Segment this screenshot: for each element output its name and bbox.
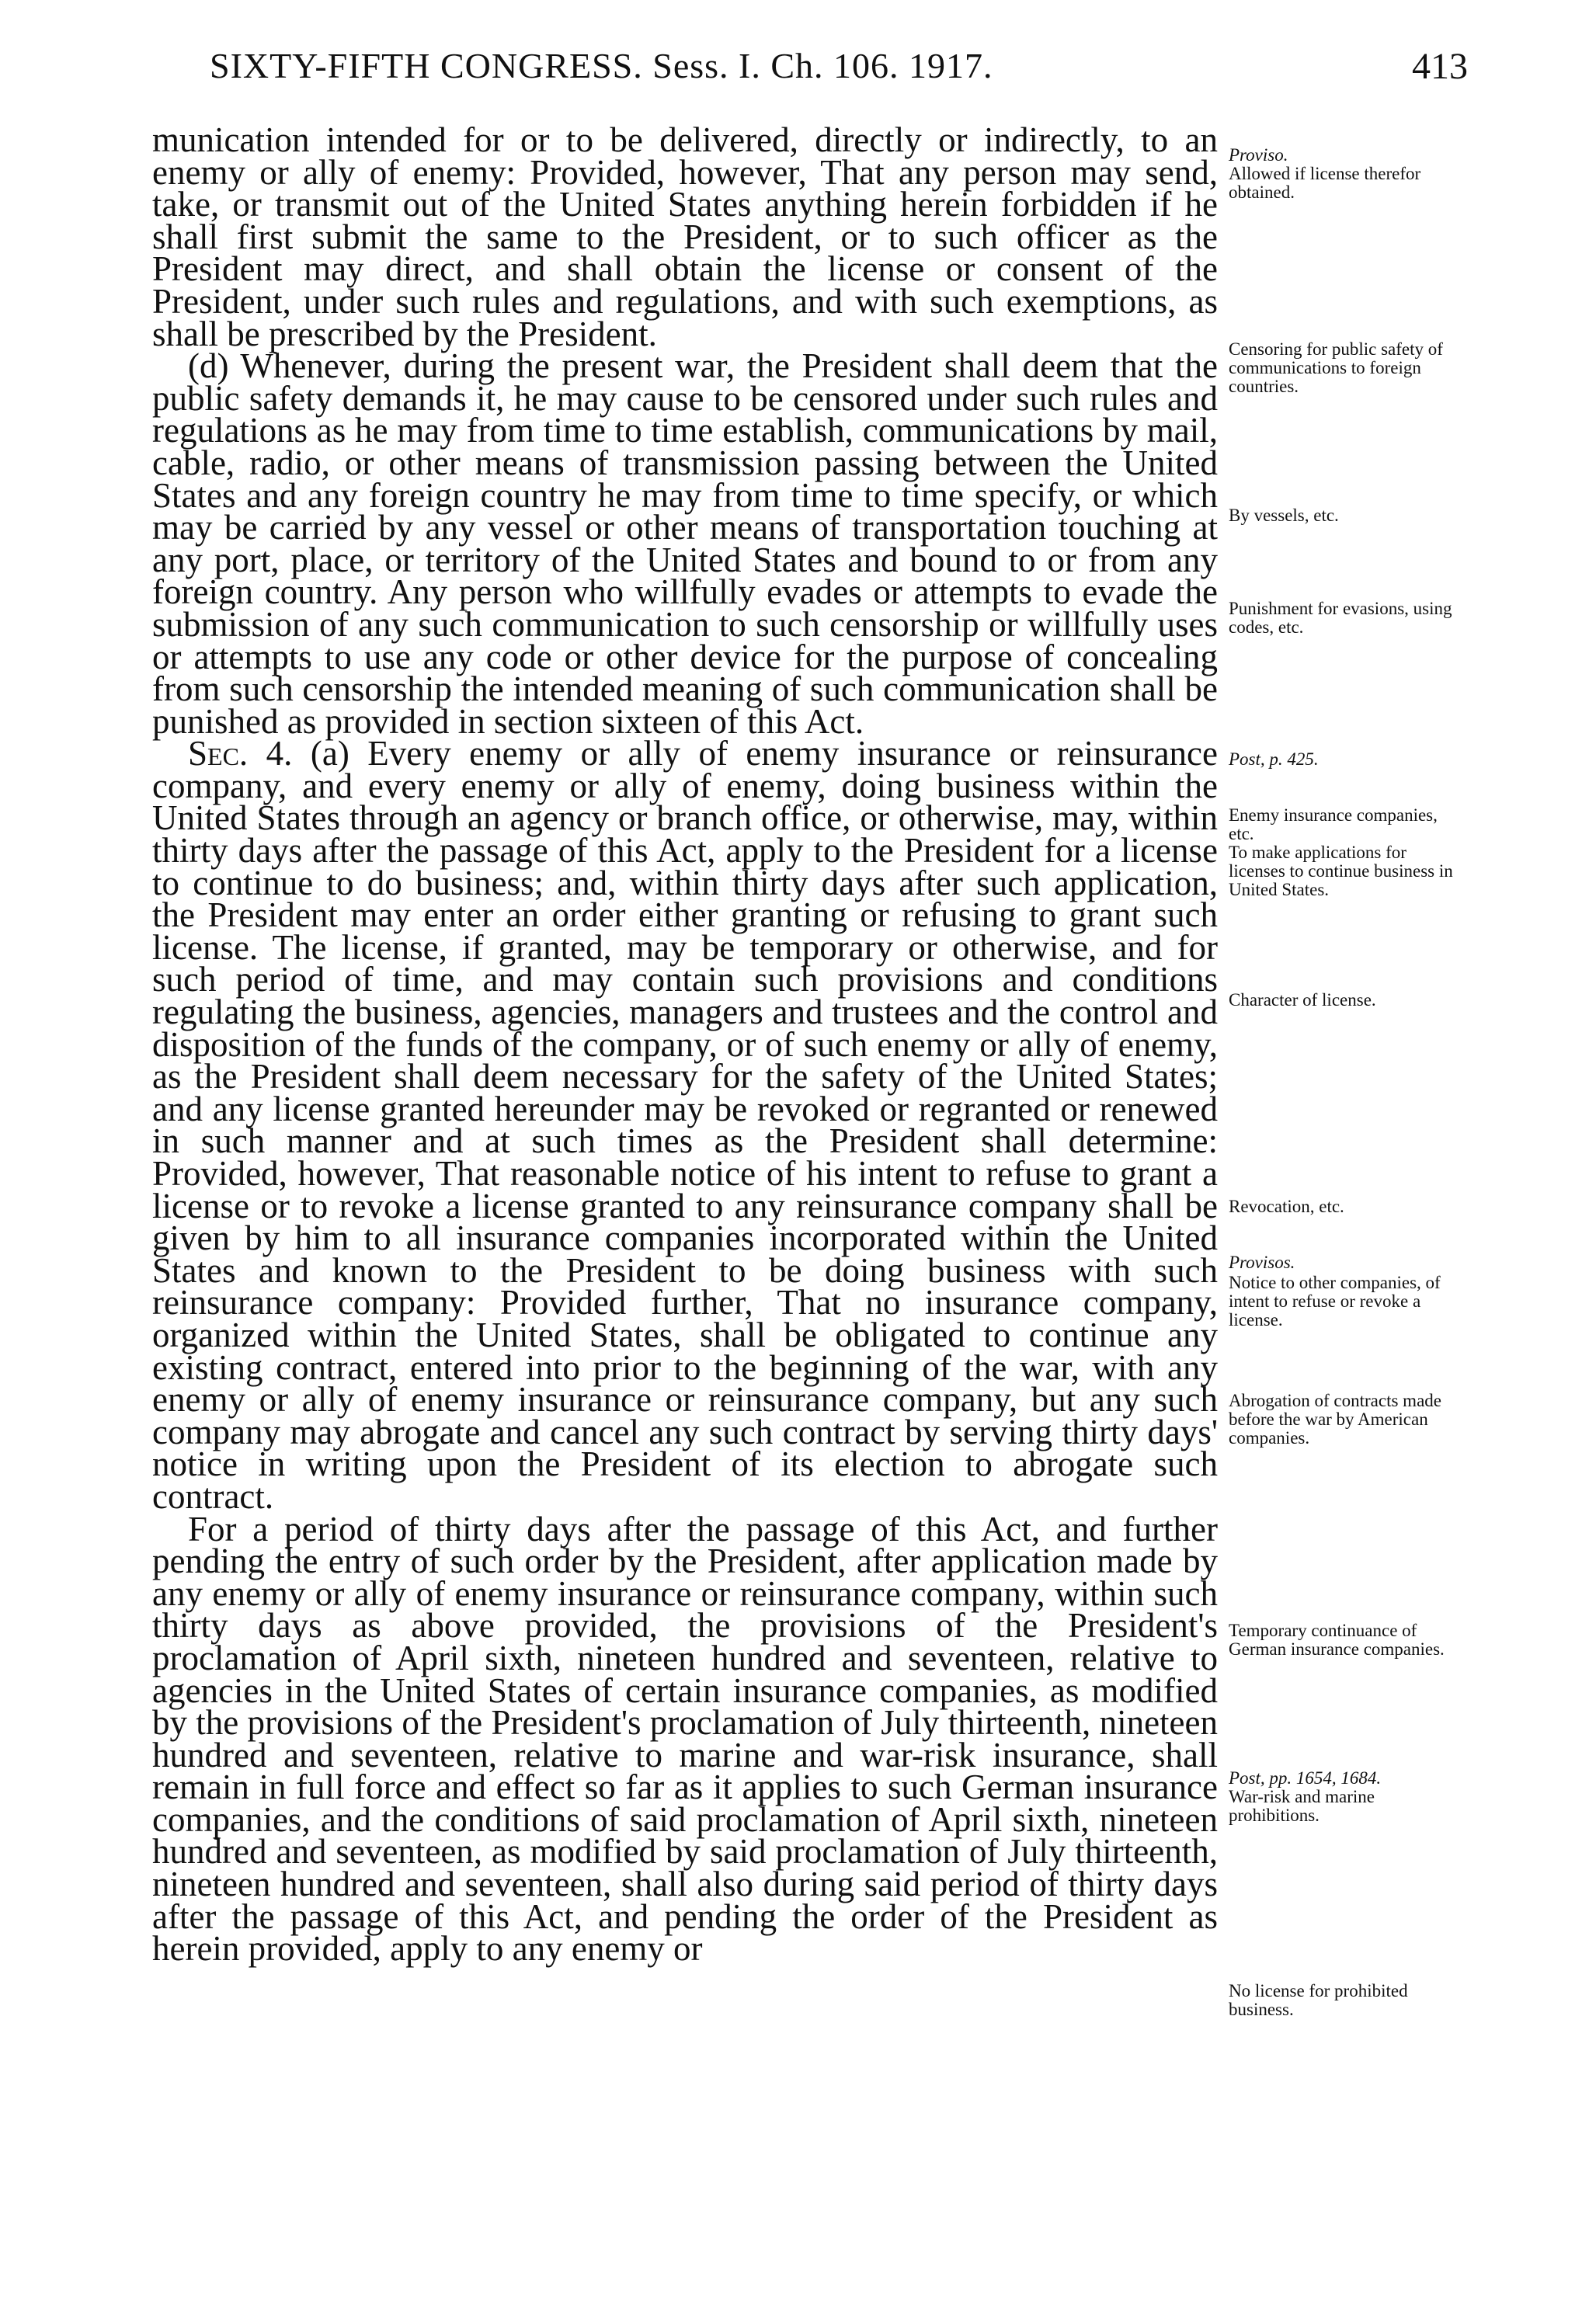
margin-note-text: Proviso. xyxy=(1229,145,1288,165)
body-text xyxy=(152,120,1219,1969)
page-header xyxy=(210,45,1468,92)
margin-note-provisos xyxy=(1229,1253,1462,1272)
margin-note-enemy-insurance: Enemy insurance companies, etc. xyxy=(1229,805,1438,843)
margin-note-no-license: No license for prohibited business. xyxy=(1229,1981,1408,2019)
margin-note-war-risk: War-risk and marine prohibitions. xyxy=(1229,1787,1375,1825)
margin-note-post-425 xyxy=(1229,750,1462,769)
margin-note-text: Post, pp. 1654, 1684. xyxy=(1229,1768,1382,1788)
margin-note-revocation: Revocation, etc. xyxy=(1229,1197,1344,1216)
margin-note-allowed: Allowed if license therefor obtained. xyxy=(1229,164,1421,202)
running-title: SIXTY-FIFTH CONGRESS. Sess. I. Ch. 106. 1917. xyxy=(210,46,993,85)
margin-note-text: Provisos. xyxy=(1229,1253,1295,1272)
margin-note-vessels: By vessels, etc. xyxy=(1229,506,1339,525)
paragraph-continuation: munication intended for or to be delivered, directly or indirectly, to an enemy or ally of enemy: Provided, however, That any person may send, take, or transmit out of the United States anything herein forbidden if he shall first submit the same to the President, or to such officer as the President may direct, and shall obtain the license or consent of the President, under such rules and regulations, and with such exemptions, as shall be prescribed by the President. xyxy=(152,120,1218,353)
margin-note-text: Post, p. 425. xyxy=(1229,749,1319,769)
section-4-text: (a) Every enemy or ally of enemy insurance or reinsurance company, and every enemy or ally of enemy, doing business within the United States through an agency or branch office, or otherwise, may, within thirty days after the passage of this Act, apply to the President for a license to continue to do business; and, within thirty days after such application, the President may enter an order either granting or refusing to grant such license. The license, if granted, may be temporary or otherwise, and for such period of time, and may contain such provisions and conditions regulating the business, agencies, managers and trustees and the control and disposition of the funds of the company, or of such enemy or ally of enemy, as the President shall deem necessary for the safety of the United States; and any license granted hereunder may be revoked or regranted or renewed in such manner and at such times as the President shall determine: Provided, however, That reasonable notice of his intent to refuse to grant a license or to revoke a license granted to any reinsurance company shall be given by him to all insurance companies incorporated within the United States and known to the President to be doing business with such reinsurance company: Provided further, That no insurance company, organized within the United States, shall be obligated to continue any existing contract, entered into prior to the beginning of the war, with any enemy or ally of enemy insurance or reinsurance company, but any such company may abrogate and cancel any such contract by serving thirty days' notice in writing upon the President of its election to abrogate such contract. xyxy=(152,734,1219,1516)
paragraph-subsection-d: (d) Whenever, during the present war, the President shall deem that the public safety demands it, he may cause to be censored under such rules and regulations as he may from time to time establish, communications by mail, cable, radio, or other means of transmission passing between the United States and any foreign country he may from time to time specify, or which may be carried by any vessel or other means of transportation touching at any port, place, or territory of the United States and bound to or from any foreign country. Any person who willfully evades or attempts to evade the submission of any such communication to such censorship or willfully uses or attempts to use any code or other device for the purpose of concealing from such censorship the intended meaning of such communication shall be punished as provided in section sixteen of this Act. xyxy=(152,346,1218,741)
margin-note-punishment: Punishment for evasions, using codes, etc. xyxy=(1229,599,1452,637)
margin-note-censoring: Censoring for public safety of communications to foreign countries. xyxy=(1229,339,1443,396)
paragraph-temporary-continuance: For a period of thirty days after the passage of this Act, and further pending the entry of such order by the President, after application made by any enemy or ally of enemy insurance or reinsurance company, within such thirty days as above provided, the provisions of the President's proclamation of April sixth, nineteen hundred and seventeen, relative to agencies in the United States of certain insurance companies, as modified by the provisions of the President's proclamation of July thirteenth, nineteen hundred and seventeen, relative to marine and war-risk insurance, shall remain in full force and effect so far as it applies to such German insurance companies, and the conditions of said proclamation of April sixth, nineteen hundred and seventeen, as modified by said proclamation of July thirteenth, nineteen hundred and seventeen, shall also during said period of thirty days after the passage of this Act, and pending the order of the President as herein provided, apply to any enemy or xyxy=(152,1509,1218,1969)
margin-note-to-make-applications: To make applications for licenses to continue business in United States. xyxy=(1229,843,1453,899)
page-number: 413 xyxy=(1412,46,1468,87)
margin-note-notice: Notice to other companies, of intent to refuse or revoke a license. xyxy=(1229,1273,1441,1330)
margin-note-temporary: Temporary continuance of German insurance companies. xyxy=(1229,1621,1445,1659)
margin-note-proviso xyxy=(1229,146,1462,165)
margin-note-abrogation: Abrogation of contracts made before the war by American companies. xyxy=(1229,1391,1441,1448)
section-label: Sec. 4. xyxy=(188,734,293,773)
margin-note-character: Character of license. xyxy=(1229,990,1376,1010)
margin-note-post-1654 xyxy=(1229,1769,1462,1788)
paragraph-section-4 xyxy=(152,734,1219,1516)
